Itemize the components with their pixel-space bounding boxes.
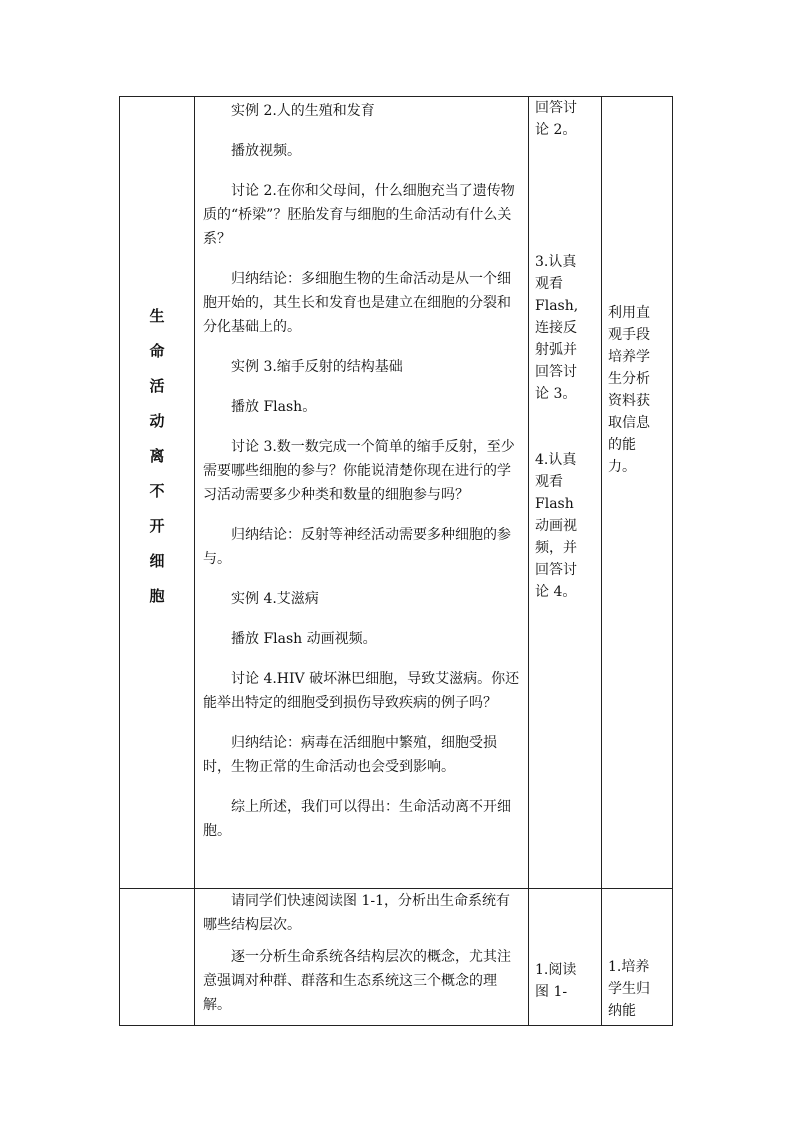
title-char: 活	[149, 377, 165, 395]
student-activity	[529, 97, 601, 603]
activity-line: 论 2。	[535, 122, 577, 138]
intent-line: 观手段	[608, 327, 650, 343]
title-char: 离	[149, 447, 165, 465]
section-title-vertical	[120, 97, 194, 614]
intent-line: 培养学	[608, 349, 650, 365]
teaching-content	[195, 97, 528, 843]
conclusion-paragraph: 归纳结论：病毒在活细胞中繁殖，细胞受损时，生物正常的生命活动也会受到影响。	[203, 735, 497, 775]
conclusion-paragraph: 归纳结论：反射等神经活动需要多种细胞的参与。	[203, 527, 511, 567]
section-title-cell	[120, 889, 195, 1026]
title-char: 不	[149, 482, 165, 500]
teaching-content-cell	[195, 889, 529, 1026]
intent-line: 1.培养	[608, 959, 650, 975]
title-char: 胞	[149, 587, 165, 605]
content-paragraph: 播放 Flash。	[231, 399, 317, 415]
activity-line: 观看	[535, 276, 563, 292]
content-paragraph: 播放 Flash 动画视频。	[231, 631, 377, 647]
design-intent-cell	[602, 97, 673, 889]
teaching-content	[195, 889, 528, 1017]
activity-line: 1.阅读	[535, 962, 577, 978]
activity-line: 回答讨	[535, 364, 577, 380]
design-intent	[602, 889, 672, 1022]
activity-line: Flash	[535, 496, 574, 512]
activity-line: 图 1-	[535, 984, 568, 1000]
title-char: 动	[149, 412, 165, 430]
activity-line: 观看	[535, 474, 563, 490]
content-paragraph: 播放视频。	[231, 143, 301, 159]
activity-line: 射弧并	[535, 342, 577, 358]
example-heading: 实例 3.缩手反射的结构基础	[231, 359, 403, 375]
content-paragraph: 请同学们快速阅读图 1-1，分析出生命系统有哪些结构层次。	[203, 893, 510, 933]
title-char: 开	[149, 517, 165, 535]
example-heading: 实例 4.艾滋病	[231, 591, 319, 607]
teaching-content-cell	[195, 97, 529, 889]
activity-line: 回答讨	[535, 562, 577, 578]
activity-line: 论 3。	[535, 386, 577, 402]
discussion-paragraph: 讨论 2.在你和父母间，什么细胞充当了遗传物质的“桥梁”？胚胎发育与细胞的生命活动有什么关系？	[203, 183, 515, 247]
title-char: 细	[149, 552, 165, 570]
intent-line: 取信息	[608, 415, 650, 431]
student-activity-cell	[529, 97, 602, 889]
activity-line: 频，并	[535, 540, 577, 556]
intent-line: 资料获	[608, 393, 650, 409]
student-activity-cell	[529, 889, 602, 1026]
intent-line: 学生归	[608, 981, 650, 997]
intent-line: 利用直	[608, 305, 650, 321]
intent-line: 的能	[608, 437, 636, 453]
activity-line: 4.认真	[535, 452, 577, 468]
conclusion-paragraph: 归纳结论：多细胞生物的生命活动是从一个细胞开始的，其生长和发育也是建立在细胞的分裂和分化基础上的。	[203, 271, 511, 335]
title-char: 命	[149, 342, 165, 360]
summary-paragraph: 综上所述，我们可以得出：生命活动离不开细胞。	[203, 799, 511, 839]
activity-line: Flash,	[535, 298, 579, 314]
example-heading: 实例 2.人的生殖和发育	[231, 103, 375, 119]
lesson-plan-table	[119, 96, 673, 1026]
design-intent-cell	[602, 889, 673, 1026]
activity-line: 论 4。	[535, 584, 577, 600]
content-paragraph: 逐一分析生命系统各结构层次的概念，尤其注意强调对种群、群落和生态系统这三个概念的理解。	[203, 949, 511, 1013]
activity-line: 动画视	[535, 518, 577, 534]
section-title-cell	[120, 97, 195, 889]
design-intent	[602, 97, 672, 478]
intent-line: 力。	[608, 459, 636, 475]
activity-line: 回答讨	[535, 100, 577, 116]
table-row	[120, 889, 673, 1026]
discussion-paragraph: 讨论 4.HIV 破坏淋巴细胞，导致艾滋病。你还能举出特定的细胞受到损伤导致疾病的例子吗？	[203, 671, 520, 711]
activity-line: 连接反	[535, 320, 577, 336]
activity-line: 3.认真	[535, 254, 577, 270]
student-activity	[529, 889, 601, 1003]
table-row	[120, 97, 673, 889]
title-char: 生	[149, 307, 165, 325]
discussion-paragraph: 讨论 3.数一数完成一个简单的缩手反射，至少需要哪些细胞的参与？你能说清楚你现在进行的学习活动需要多少种类和数量的细胞参与吗？	[203, 439, 515, 503]
intent-line: 生分析	[608, 371, 650, 387]
intent-line: 纳能	[608, 1003, 636, 1019]
